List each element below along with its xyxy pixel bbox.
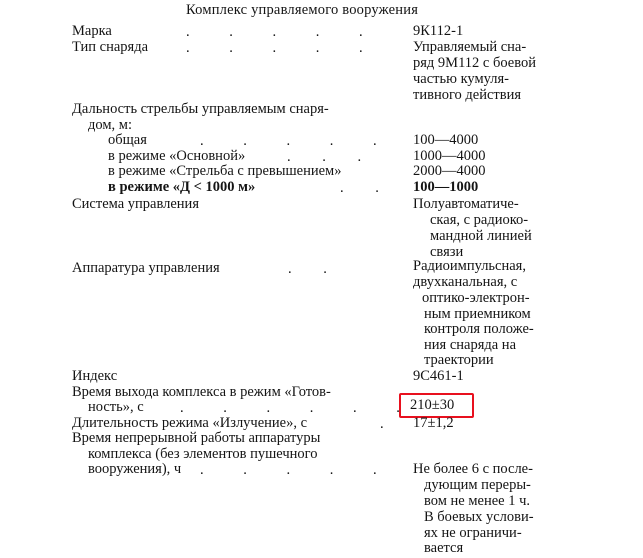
leader-dots: . . . . . (186, 40, 363, 56)
tip-value-line: тивного действия (413, 87, 522, 103)
vremya-vykhoda-label-line: Время выхода комплекса в режим «Готов- (72, 384, 331, 400)
vremya-vykhoda-value: 210±30 (410, 397, 455, 413)
marka-value: 9К112-1 (413, 23, 464, 39)
marka-label: Марка (72, 23, 112, 39)
leader-dots: . . . . . . (180, 400, 400, 416)
leader-dots: . . . . . (200, 133, 377, 149)
tip-label: Тип снаряда (72, 39, 149, 55)
leader-dots: . . . (287, 149, 362, 165)
vremya-raboty-value-line: вом не менее 1 ч. (424, 493, 531, 509)
leader-dots: . . . . . (186, 24, 363, 40)
leader-dots: . . (288, 261, 327, 277)
dalnost-label-line: дом, м: (88, 117, 132, 133)
dalnost-sub-label: в режиме «Основной» (108, 148, 246, 164)
indeks-label: Индекс (72, 368, 118, 384)
apparatura-value-line: двухканальная, с (413, 274, 518, 290)
apparatura-value-line: траектории (424, 352, 494, 368)
dalnost-sub-label: в режиме «Д < 1000 м» (108, 179, 256, 195)
vremya-raboty-value-line: вается (424, 540, 464, 556)
sistema-value-line: ская, с радиоко- (430, 212, 529, 228)
tip-value-line: частью кумуля- (413, 71, 509, 87)
apparatura-label: Аппаратура управления (72, 260, 220, 276)
dalnost-sub-value: 100—4000 (413, 132, 479, 148)
apparatura-value-line: контроля положе- (424, 321, 534, 337)
vremya-raboty-value-line: Не более 6 с после- (413, 461, 533, 477)
leader-dots: . . . . . (200, 462, 377, 478)
indeks-value: 9С461-1 (413, 368, 464, 384)
apparatura-value-line: ния снаряда на (424, 337, 516, 353)
apparatura-value-line: ным приемником (424, 306, 531, 322)
section-title: Комплекс управляемого вооружения (186, 2, 419, 18)
leader-dots: . (380, 416, 384, 432)
sistema-value-line: мандной линией (430, 228, 532, 244)
dalnost-sub-label: в режиме «Стрельба с превышением» (108, 163, 342, 179)
dlitelnost-label: Длительность режима «Излучение», с (72, 415, 308, 431)
vremya-raboty-label-line: Время непрерывной работы аппаратуры (72, 430, 321, 446)
sistema-label: Система управления (72, 196, 199, 212)
sistema-value-line: Полуавтоматиче- (413, 196, 519, 212)
dlitelnost-value: 17±1,2 (413, 415, 454, 431)
sistema-value-line: связи (430, 244, 464, 260)
dalnost-label-line: Дальность стрельбы управляемым снаря- (72, 101, 329, 117)
dalnost-sub-value: 1000—4000 (413, 148, 486, 164)
vremya-raboty-value-line: дующим переры- (424, 477, 531, 493)
vremya-vykhoda-label-line: ность», с (88, 399, 144, 415)
dalnost-sub-value: 2000—4000 (413, 163, 486, 179)
apparatura-value-line: Радиоимпульсная, (413, 258, 526, 274)
tip-value-line: Управляемый сна- (413, 39, 527, 55)
leader-dots: . . (340, 180, 379, 196)
dalnost-sub-label: общая (108, 132, 147, 148)
dalnost-sub-value: 100—1000 (413, 179, 479, 195)
vremya-raboty-label-line: вооружения), ч (88, 461, 182, 477)
vremya-raboty-value-line: В боевых услови- (424, 509, 534, 525)
tip-value-line: ряд 9М112 с боевой (413, 55, 536, 71)
apparatura-value-line: оптико-электрон- (422, 290, 530, 306)
vremya-raboty-label-line: комплекса (без элементов пушечного (88, 446, 318, 462)
vremya-raboty-value-line: ях не ограничи- (424, 525, 522, 541)
